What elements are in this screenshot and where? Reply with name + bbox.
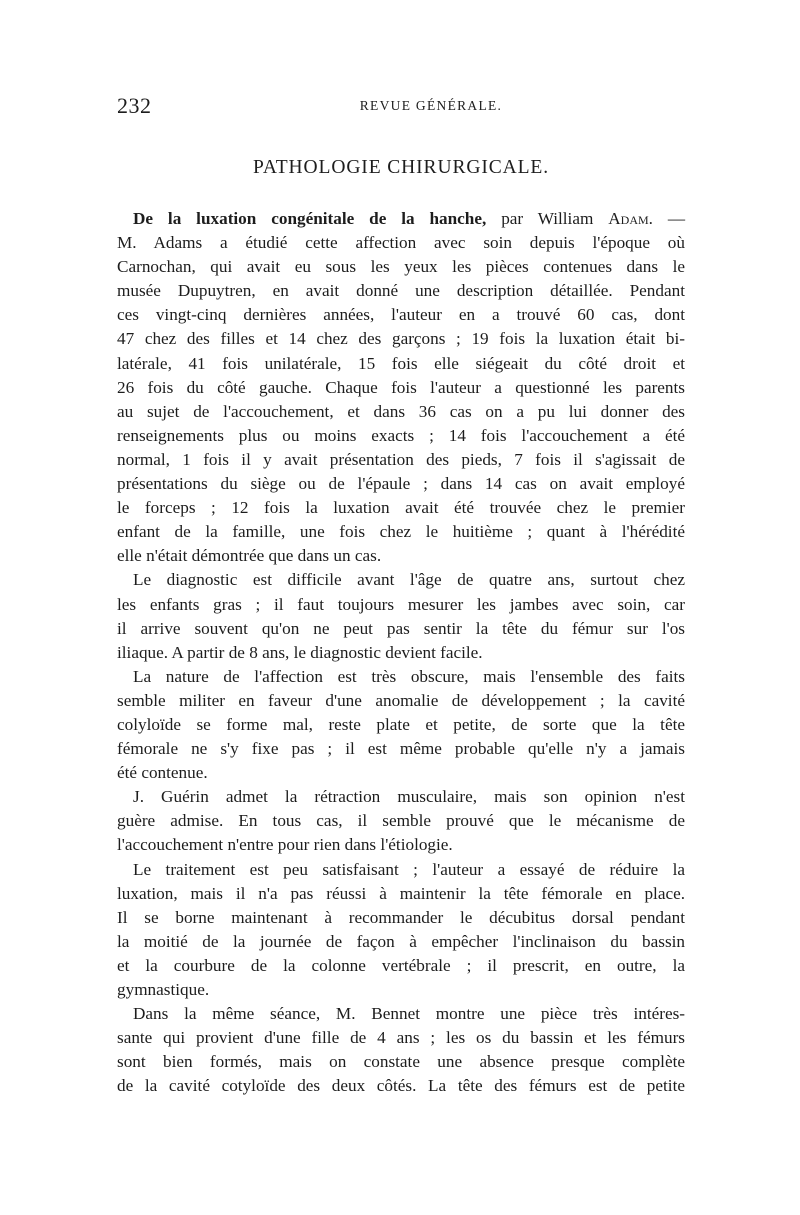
text-line: La nature de l'affection est très obscure, mais l'ensemble des faits [133, 666, 685, 686]
text-line: J. Guérin admet la rétraction musculaire, mais son opinion n'est [133, 787, 685, 807]
article-byline-prefix: par William [501, 209, 594, 228]
page-number: 232 [117, 93, 152, 118]
text-line: au sujet de l'accouchement, et dans 36 cas on a pu lui donner des [117, 401, 685, 421]
text-line: 26 fois du côté gauche. Chaque fois l'auteur a questionné les parents [117, 377, 685, 397]
text-line: le forceps ; 12 fois la luxation avait été trouvée chez le premier [117, 498, 685, 518]
text-line: Le traitement est peu satisfaisant ; l'auteur a essayé de réduire la [133, 859, 685, 879]
text-line: M. Adams a étudié cette affection avec soin depuis l'époque où [117, 233, 685, 253]
running-head [117, 93, 685, 123]
text-line: de la cavité cotyloïde des deux côtés. La tête des fémurs est de petite [117, 1076, 685, 1096]
section-title: PATHOLOGIE CHIRURGICALE. [252, 157, 550, 178]
text-line: elle n'était démontrée que dans un cas. [117, 546, 382, 566]
text-line: la moitié de la journée de façon à empêcher l'inclinaison du bassin [117, 931, 685, 951]
text-line: normal, 1 fois il y avait présentation des pieds, 7 fois il s'agissait de [117, 449, 685, 469]
text-line: fémorale ne s'y fixe pas ; il est même probable qu'elle n'y a jamais [117, 739, 685, 759]
text-line: gymnastique. [117, 980, 210, 999]
text-line: l'accouchement n'entre pour rien dans l'étiologie. [117, 835, 453, 855]
article-heading: De la luxation congénitale de la hanche, [133, 209, 487, 228]
text-line: ces vingt-cinq dernières années, l'auteur en a trouvé 60 cas, dont [117, 305, 685, 325]
text-line: colyloïde se forme mal, reste plate et petite, de sorte que la tête [117, 714, 685, 734]
text-line: luxation, mais il n'a pas réussi à maintenir la tête fémorale en place. [117, 883, 685, 903]
text-line: présentations du siège ou de l'épaule ; dans 14 cas on avait employé [117, 474, 685, 494]
text-line: 47 chez des filles et 14 chez des garçons ; 19 fois la luxation était bi- [117, 329, 685, 349]
text-line: les enfants gras ; il faut toujours mesurer les jambes avec soin, car [117, 594, 685, 614]
text-line: musée Dupuytren, en avait donné une description détaillée. Pendant [117, 281, 685, 301]
text-line: renseignements plus ou moins exacts ; 14 fois l'accouchement a été [117, 425, 685, 445]
text-line: sante qui provient d'une fille de 4 ans ; les os du bassin et les fémurs [117, 1028, 685, 1048]
text-line: Carnochan, qui avait eu sous les yeux les pièces contenues dans le [117, 257, 685, 277]
text-line: sont bien formés, mais on constate une absence presque complète [117, 1052, 685, 1072]
text-line: été contenue. [117, 763, 208, 783]
article-heading-line [117, 207, 685, 231]
text-line: Il se borne maintenant à recommander le décubitus dorsal pendant [117, 907, 685, 927]
article-dash: — [667, 209, 686, 228]
article-author: Adam. [608, 209, 653, 228]
text-line: et la courbure de la colonne vertébrale ; il prescrit, en outre, la [117, 955, 685, 975]
text-line: Dans la même séance, M. Bennet montre une pièce très intéres- [133, 1004, 685, 1024]
text-line: Le diagnostic est difficile avant l'âge de quatre ans, surtout chez [133, 570, 685, 590]
text-line: il arrive souvent qu'on ne peut pas sentir la tête du fémur sur l'os [117, 618, 685, 638]
running-title: REVUE GÉNÉRALE. [359, 98, 503, 113]
text-line: semble militer en faveur d'une anomalie de développement ; la cavité [117, 690, 685, 710]
article-body [117, 207, 685, 1098]
text-line: latérale, 41 fois unilatérale, 15 fois elle siégeait du côté droit et [117, 353, 685, 373]
text-line: enfant de la famille, une fois chez le huitième ; quant à l'hérédité [117, 522, 685, 542]
text-line: guère admise. En tous cas, il semble prouvé que le mécanisme de [117, 811, 685, 831]
text-line: iliaque. A partir de 8 ans, le diagnostic devient facile. [117, 642, 483, 662]
